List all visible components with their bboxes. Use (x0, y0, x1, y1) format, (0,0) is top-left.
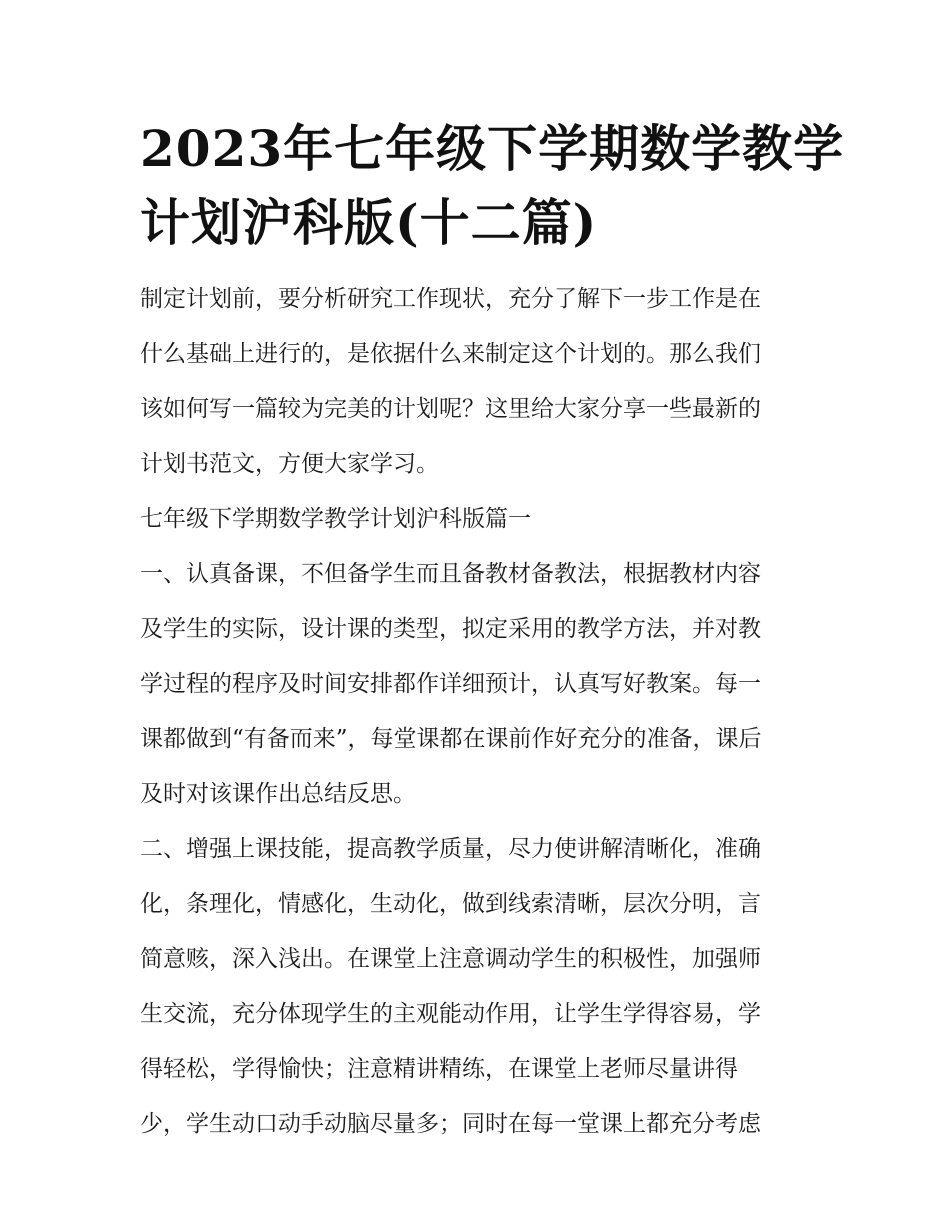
text-line: 得轻松，学得愉快；注意精讲精练，在课堂上老师尽量讲得 (140, 1056, 738, 1082)
title-line-2: 计划沪科版(十二篇) (140, 193, 598, 252)
paragraph-intro (140, 272, 820, 492)
paragraph-section-1 (140, 547, 820, 822)
text-line: 生交流，充分体现学生的主观能动作用，让学生学得容易，学 (140, 1001, 761, 1027)
document-title (140, 112, 845, 260)
text-line: 二、增强上课技能，提高教学质量，尽力使讲解清晰化，准确 (140, 836, 761, 862)
text-line: 计划书范文，方便大家学习。 (140, 451, 439, 477)
paragraph-section-2 (140, 822, 820, 1152)
title-line-1: 2023年七年级下学期数学教学 (140, 119, 845, 178)
text-line: 制定计划前，要分析研究工作现状，充分了解下一步工作是在 (140, 286, 761, 312)
text-line: 什么基础上进行的，是依据什么来制定这个计划的。那么我们 (140, 341, 761, 367)
section-heading (140, 492, 820, 547)
text-line: 课都做到“有备而来”，每堂课都在课前作好充分的准备，课后 (140, 726, 762, 752)
text-line: 少，学生动口动手动脑尽量多；同时在每一堂课上都充分考虑 (140, 1111, 761, 1137)
text-line: 该如何写一篇较为完美的计划呢？这里给大家分享一些最新的 (140, 396, 761, 422)
text-line: 及时对该课作出总结反思。 (140, 781, 416, 807)
text-line: 及学生的实际，设计课的类型，拟定采用的教学方法，并对教 (140, 616, 761, 642)
text-line: 化，条理化，情感化，生动化，做到线索清晰，层次分明，言 (140, 891, 761, 917)
text-line: 七年级下学期数学教学计划沪科版篇一 (140, 506, 531, 532)
text-line: 一、认真备课，不但备学生而且备教材备教法，根据教材内容 (140, 561, 761, 587)
document-body (140, 272, 820, 1152)
text-line: 学过程的程序及时间安排都作详细预计，认真写好教案。每一 (140, 671, 761, 697)
text-line: 简意赅，深入浅出。在课堂上注意调动学生的积极性，加强师 (140, 946, 761, 972)
